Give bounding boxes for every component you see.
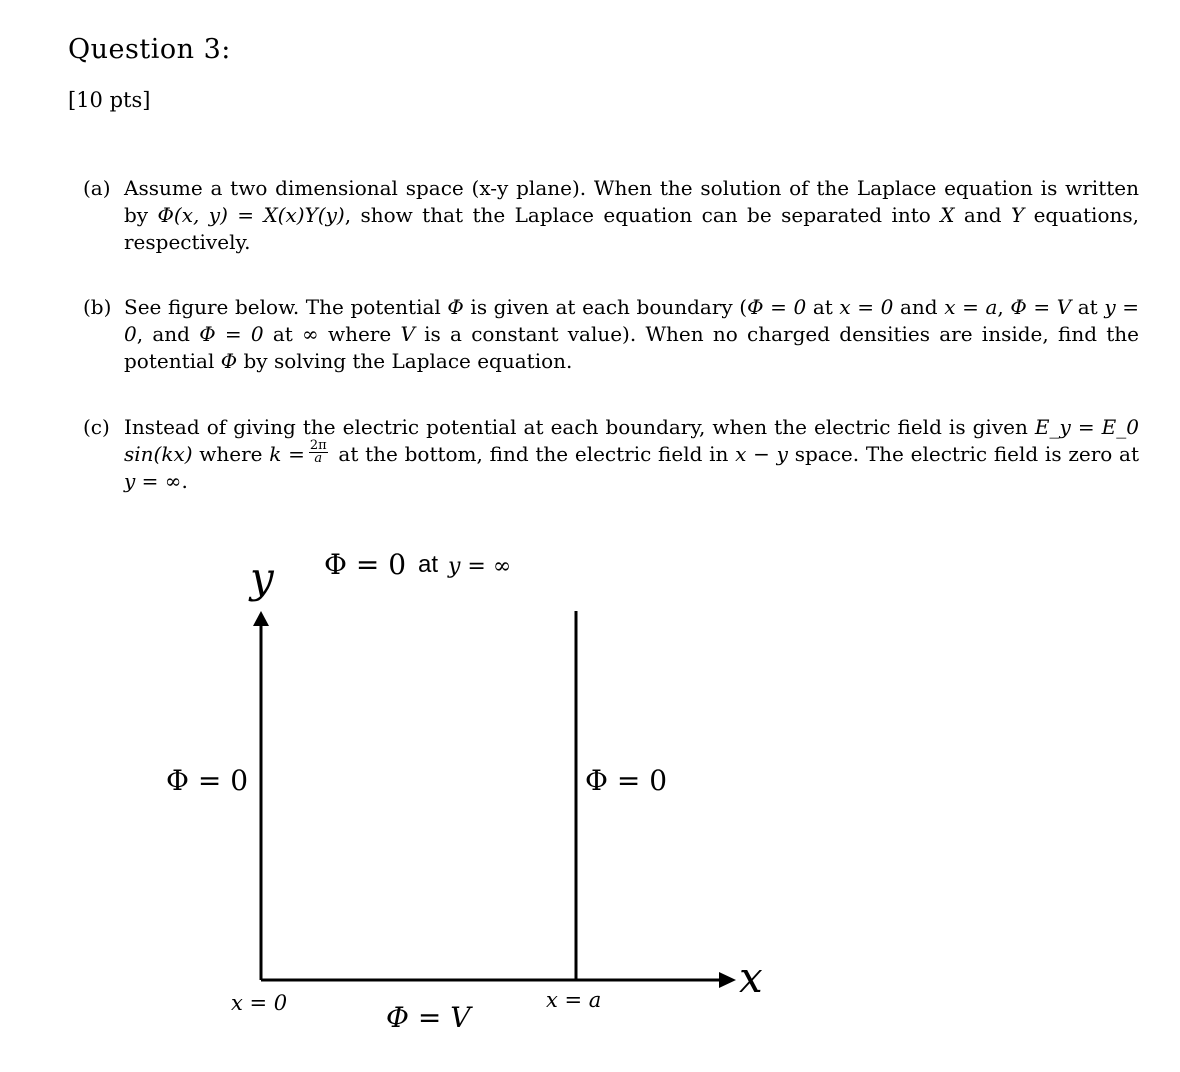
- right-boundary-label: Φ = 0: [585, 764, 668, 797]
- part-b-label: (b): [83, 295, 112, 319]
- part-b-math-5: Φ = V: [1010, 295, 1072, 319]
- part-a-math-3: Y: [1010, 203, 1025, 227]
- part-b-math-2: Φ = 0: [747, 295, 807, 319]
- question-points: [10 pts]: [68, 88, 151, 112]
- part-a-text-1: Assume a two dimensional space (x-y plane). When the solution of the Laplace equation is written by: [124, 176, 1139, 227]
- part-c-text-5: .: [181, 469, 188, 493]
- part-b-text-6: at: [1071, 295, 1105, 319]
- top-boundary-phi: Φ = 0: [324, 548, 407, 581]
- part-b-text-11: by solving the Laplace equation.: [237, 349, 573, 373]
- part-b-math-10: Φ: [220, 349, 238, 373]
- question-title: Question 3:: [68, 34, 231, 65]
- part-c-math-3: x − y: [735, 442, 788, 466]
- part-c-fraction-numerator: 2π: [309, 438, 327, 453]
- part-c-math-2: k =: [269, 442, 305, 466]
- part-c-text-1: Instead of giving the electric potential at each boundary, when the electric field is given: [124, 415, 1035, 439]
- part-b-math-1: Φ: [447, 295, 464, 319]
- x-axis-arrowhead: [719, 972, 736, 988]
- part-b-text-10: is a constant value). When no charged densities are inside, find the potential: [124, 322, 1140, 373]
- part-b-text-9: where: [318, 322, 401, 346]
- part-b-text-3: at: [806, 295, 840, 319]
- part-b-math-6: y = 0: [124, 295, 1139, 346]
- part-c-text-2: where: [192, 442, 270, 466]
- part-b-text-2: is given at each boundary (: [463, 295, 748, 319]
- part-c-math-4: y = ∞: [124, 469, 182, 493]
- part-b-math-3: x = 0: [839, 295, 894, 319]
- part-c-text-3: at the bottom, find the electric field in: [331, 442, 736, 466]
- x-axis-label: x: [739, 953, 763, 1002]
- left-boundary-label: Φ = 0: [166, 764, 249, 797]
- x-zero-label: x = 0: [231, 991, 288, 1015]
- part-c-label: (c): [83, 415, 110, 439]
- x-a-label: x = a: [546, 988, 602, 1012]
- top-boundary-condition: y = ∞: [448, 554, 512, 579]
- part-a-math-1: Φ(x, y) = X(x)Y(y): [157, 203, 345, 227]
- part-a-text-4: equations, respectively.: [124, 203, 1139, 254]
- part-c-text-4: space. The electric field is zero at: [787, 442, 1139, 466]
- part-b-text-1: See figure below. The potential: [124, 295, 448, 319]
- part-a-text-2: , show that the Laplace equation can be separated into: [344, 203, 941, 227]
- part-b-text-4: and: [893, 295, 945, 319]
- y-axis-label: y: [250, 553, 274, 602]
- part-b-text-5: ,: [997, 295, 1011, 319]
- part-b-text-8: at: [263, 322, 303, 346]
- part-c-math-1: E_y = E_0 sin(kx): [124, 415, 1139, 466]
- part-b-text-7: , and: [136, 322, 200, 346]
- part-b-math-7: Φ = 0: [199, 322, 264, 346]
- top-boundary-at: at: [418, 551, 439, 578]
- part-b-math-8: ∞: [302, 322, 319, 346]
- part-a-label: (a): [83, 176, 111, 200]
- part-a-math-2: X: [940, 203, 955, 227]
- part-b-math-9: V: [400, 322, 415, 346]
- bottom-boundary-label: Φ = V: [386, 1001, 471, 1034]
- part-b-math-4: x = a: [944, 295, 998, 319]
- part-c-fraction-denominator: a: [314, 451, 323, 466]
- y-axis-arrowhead: [253, 611, 269, 626]
- part-a-text-3: and: [954, 203, 1011, 227]
